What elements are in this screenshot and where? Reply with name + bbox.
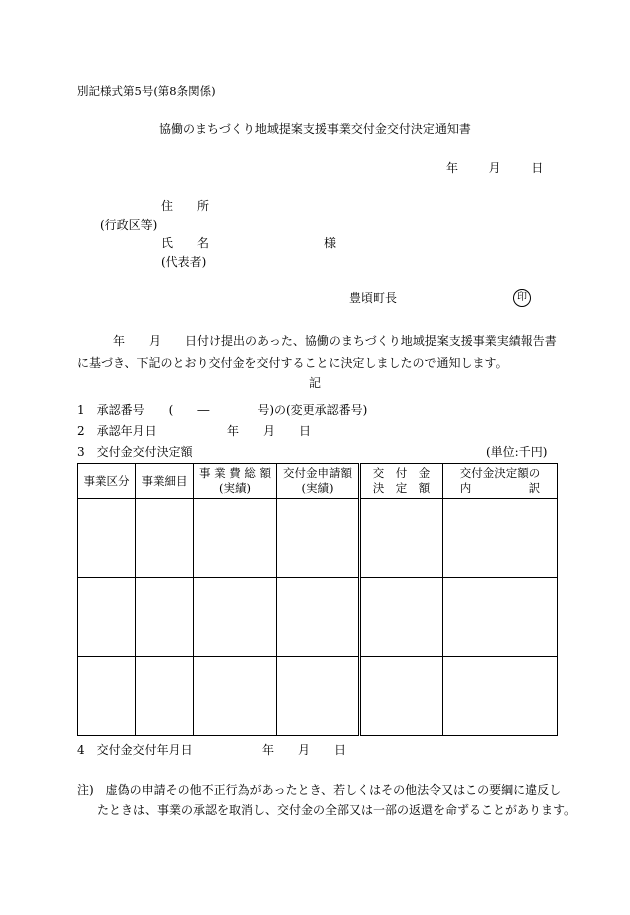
- table-cell: [78, 657, 136, 736]
- body-date-prefix: 年 月 日付け提出のあった、: [113, 334, 305, 348]
- form-number: 別記様式第5号(第8条関係): [77, 84, 216, 98]
- representative-label: (代表者): [161, 255, 207, 269]
- item-approval-date-label: 2 承認年月日: [77, 424, 157, 438]
- table-cell: [443, 657, 558, 736]
- grant-table: [77, 463, 558, 736]
- table-cell: [277, 657, 360, 736]
- body-text: 協働のまちづくり地域提案支援事業実績報告書に基づき、下記のとおり交付金を交付することに決定しましたので通知します。: [77, 334, 557, 370]
- seal-mark: 印: [513, 289, 531, 307]
- issue-date: [446, 161, 543, 175]
- table-cell: [194, 657, 277, 736]
- table-cell: [277, 499, 360, 578]
- item-grant-amount-label: 3 交付金交付決定額: [77, 445, 193, 459]
- table-cell: [78, 499, 136, 578]
- table-cell: [136, 578, 194, 657]
- table-cell: [360, 499, 443, 578]
- table-cell: [136, 499, 194, 578]
- address-sub-label: (行政区等): [100, 218, 158, 232]
- table-row: [78, 657, 558, 736]
- day-label: 日: [531, 161, 544, 175]
- header-requested-amount: 交付金申請額 (実績): [277, 464, 360, 499]
- item-approval-number: 1 承認番号 ( ― 号)の(変更承認番号): [77, 403, 368, 417]
- table-row: [78, 578, 558, 657]
- table-cell: [360, 657, 443, 736]
- honorific-label: 様: [324, 236, 337, 250]
- table-header-row: [78, 464, 558, 499]
- unit-label: (単位:千円): [486, 445, 548, 459]
- table-cell: [443, 499, 558, 578]
- document-title: 協働のまちづくり地域提案支援事業交付金交付決定通知書: [159, 122, 471, 136]
- issuer-label: 豊頃町長: [349, 291, 398, 305]
- header-breakdown: 交付金決定額の 内 訳: [443, 464, 558, 499]
- year-label: 年: [446, 161, 459, 175]
- item-grant-date: 年 月 日: [262, 743, 347, 757]
- header-business-category: 事業区分: [78, 464, 136, 499]
- item-approval-date: 年 月 日: [227, 424, 312, 438]
- notice-body: [77, 330, 557, 374]
- table-cell: [360, 578, 443, 657]
- name-label: 氏 名: [161, 236, 210, 250]
- table-cell: [194, 499, 277, 578]
- address-label: 住 所: [161, 199, 210, 213]
- table-cell: [277, 578, 360, 657]
- header-decided-amount: 交 付 金 決 定 額: [360, 464, 443, 499]
- note-line-2: たときは、事業の承認を取消し、交付金の全部又は一部の返還を命ずることがあります。: [97, 803, 577, 817]
- header-business-detail: 事業細目: [136, 464, 194, 499]
- note-line-1: 注) 虚偽の申請その他不正行為があったとき、若しくはその他法令又はこの要綱に違反し: [77, 783, 562, 797]
- table-row: [78, 499, 558, 578]
- table-cell: [136, 657, 194, 736]
- ki-heading: 記: [308, 376, 321, 390]
- month-label: 月: [488, 161, 501, 175]
- table-cell: [443, 578, 558, 657]
- table-cell: [194, 578, 277, 657]
- table-cell: [78, 578, 136, 657]
- note: [77, 780, 576, 820]
- item-grant-date-label: 4 交付金交付年月日: [77, 743, 193, 757]
- header-total-cost: 事 業 費 総 額 (実績): [194, 464, 277, 499]
